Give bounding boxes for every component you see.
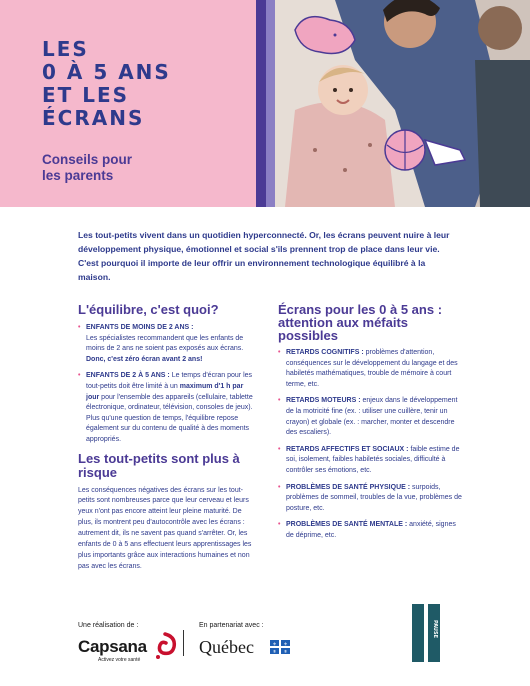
quebec-logo-text: Québec xyxy=(199,637,254,657)
list-item xyxy=(78,323,258,365)
risk-heading: Les tout-petits sont plus à risque xyxy=(78,450,240,480)
bullet-heading: PROBLÈMES DE SANTÉ MENTALE : xyxy=(286,521,408,529)
capsana-tagline: Activez votre santé xyxy=(98,657,141,663)
risk-paragraph: Les conséquences négatives des écrans sur les tout-petits sont nombreuses parce que leur cerveau et leurs yeux n'ont pas encore atteint leur pleine maturité. De plus, ils montrent peu d'autocontrôle avec les écrans : autrement dit, ils ne savent pas quand s'arrêter. Or, les enfants de 0 à 5 ans effectuent leurs apprentissages les plus importants grâce aux interactions humaines et non pas avec les écrans. xyxy=(78,486,252,570)
list-item xyxy=(278,396,464,438)
left-column xyxy=(78,303,258,573)
bullet-text: enjeux dans le développement de la motricité fine (ex. : utiliser une cuillère, tenir un crayon) et globale (ex. : marcher, monter et descendre des escaliers). xyxy=(286,397,458,437)
header-banner xyxy=(0,0,530,207)
pause-logo xyxy=(412,604,456,662)
list-item xyxy=(278,520,464,541)
realisation-label: Une réalisation de : xyxy=(78,622,139,629)
bullet-text: surpoids, problèmes de sommeil, troubles de la vue, problèmes de posture, etc. xyxy=(286,483,462,512)
intro-paragraph: Les tout-petits vivent dans un quotidien hyperconnecté. Or, les écrans peuvent nuire à leur développement physique, émotionnel et social s'ils prennent trop de place dans leur vie. C'est pourquoi il importe de leur offrir un environnement technologique équilibré à la maison. xyxy=(78,230,450,282)
harms-heading: Écrans pour les 0 à 5 ans : attention aux méfaits possibles xyxy=(278,302,443,343)
list-item xyxy=(278,483,464,515)
capsana-swirl-icon xyxy=(150,631,180,661)
svg-text:⚜: ⚜ xyxy=(272,650,277,654)
bullet-text: Le temps d'écran pour les tout-petits doit être limité à un xyxy=(86,372,253,390)
pause-logo-text: PAUSE xyxy=(432,620,438,638)
main-title: LES 0 À 5 ANS ET LES ÉCRANS xyxy=(42,37,171,130)
bullet-heading: RETARDS COGNITIFS : xyxy=(286,349,364,356)
balance-heading: L'équilibre, c'est quoi? xyxy=(78,302,219,317)
family-photo-illustration xyxy=(275,0,530,207)
bullet-text: problèmes d'attention, conséquences sur le développement du langage et des habiletés mathématiques, trouble de mémoire à court terme, etc. xyxy=(286,349,458,388)
subtitle: Conseils pour les parents xyxy=(42,152,133,183)
purple-stripe xyxy=(256,0,266,207)
bullet-heading: ENFANTS DE 2 À 5 ANS : xyxy=(86,372,170,380)
right-column xyxy=(278,303,464,548)
quebec-flag-icon xyxy=(270,640,290,654)
bullet-text: faible estime de soi, isolement, faibles habiletés sociales, difficulté à contrôler ses émotions, etc. xyxy=(286,445,460,474)
lavender-stripe xyxy=(266,0,275,207)
footer-divider xyxy=(183,630,184,656)
bullet-heading: PROBLÈMES DE SANTÉ PHYSIQUE : xyxy=(286,483,411,491)
svg-text:⚜: ⚜ xyxy=(283,650,288,654)
partner-label: En partenariat avec : xyxy=(199,622,264,629)
capsana-logo-text: Capsana xyxy=(78,637,147,656)
bullet-heading: ENFANTS DE MOINS DE 2 ANS : xyxy=(86,324,194,331)
bullet-emphasis: Donc, c'est zéro écran avant 2 ans! xyxy=(86,355,203,363)
bullet-text: Les spécialistes recommandent que les enfants de moins de 2 ans ne soient pas exposés aux écrans. xyxy=(86,334,244,353)
svg-text:⚜: ⚜ xyxy=(283,642,288,648)
list-item xyxy=(78,371,258,445)
bullet-heading: RETARDS MOTEURS : xyxy=(286,397,361,405)
list-item xyxy=(278,445,464,477)
family-photo xyxy=(275,0,530,207)
bullet-heading: RETARDS AFFECTIFS ET SOCIAUX : xyxy=(286,445,409,453)
bullet-emphasis: maximum d'1 h par jour xyxy=(86,382,244,401)
list-item xyxy=(278,348,464,390)
svg-text:⚜: ⚜ xyxy=(272,642,277,648)
bullet-text: pour l'ensemble des appareils (cellulaire, tablette électronique, ordinateur, télévision, consoles de jeux). Plus qu'une question de temps, l'équilibre repose également sur du contenu de qualité à des moments appropriés. xyxy=(86,393,253,443)
bullet-text: anxiété, signes de déprime, etc. xyxy=(286,521,456,539)
